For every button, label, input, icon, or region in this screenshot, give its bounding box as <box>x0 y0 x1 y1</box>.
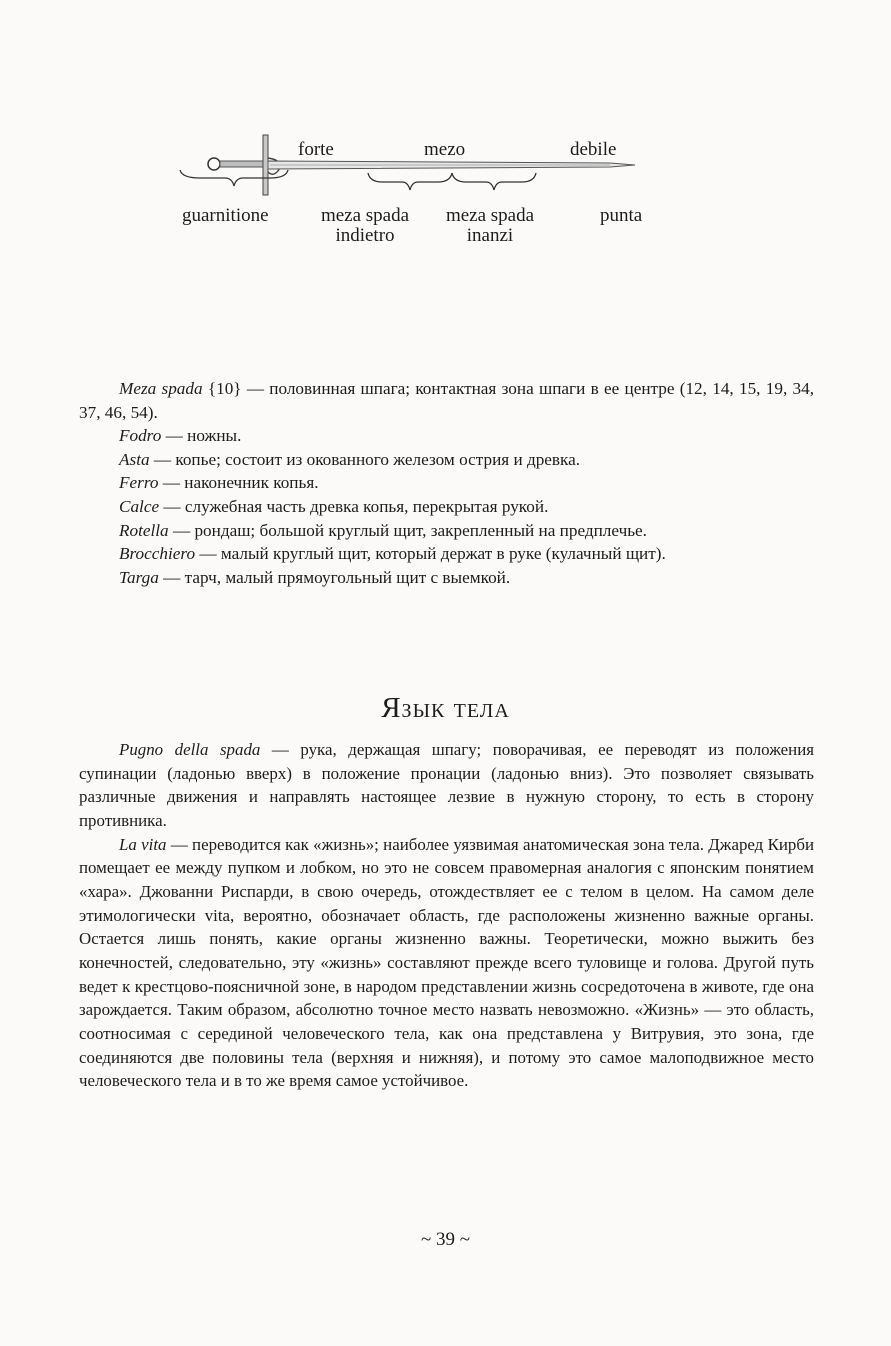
body-text <box>79 738 814 1093</box>
glossary-definition: — служебная часть древка копья, перекрытая рукой. <box>159 496 549 516</box>
crossguard-shape <box>263 135 268 195</box>
label-guarnitione: guarnitione <box>182 205 269 226</box>
brace-indietro <box>368 173 452 190</box>
glossary-term: Asta <box>119 449 150 469</box>
glossary-definition: — копье; состоит из окованного железом острия и древка. <box>149 449 581 469</box>
glossary-term: Meza spada <box>119 379 203 398</box>
glossary-entry <box>79 471 814 495</box>
paragraph-term: Pugno della spada <box>119 740 261 759</box>
paragraph <box>79 833 814 1093</box>
page-number: ~ 39 ~ <box>420 1229 471 1250</box>
paragraph <box>79 738 814 833</box>
glossary-entry <box>79 495 814 519</box>
paragraph-text: — рука, держащая шпагу; поворачивая, ее переводят из положения супинации (ладонью вверх) в положение пронации (ладонью вниз). Это позволяет связывать различные движения и направлять настоящее лезвие в нужную сторону, то есть в сторону противника. <box>79 740 814 830</box>
glossary-entry <box>79 519 814 543</box>
label-meza-spada-inanzi: meza spada inanzi <box>445 205 535 246</box>
brace-inanzi <box>452 173 536 190</box>
glossary-entry <box>79 566 814 590</box>
paragraph-text: — переводится как «жизнь»; наиболее уязвимая анатомическая зона тела. Джаред Кирби помещает ее между пупком и лобком, но это не совсем правомерная аналогия с японским понятием «хара». Джованни Риспарди, в свою очередь, отождествляет ее с телом в целом. На самом деле этимологически vita, вероятно, обозначает область, где расположены жизненно важные органы. Остается лишь понять, какие органы жизненно важны. Теоретически, можно выжить без конечностей, следовательно, эту «жизнь» составляют прежде всего туловище и голова. Другой путь ведет к крестцово-поясничной зоне, в народом представлении жизнь сосредоточена в животе, где она зарождается. Таким образом, абсолютно точное место назвать невозможно. «Жизнь» — это область, соотносимая с серединой человеческого тела, как она представлена у Витрувия, это зона, где соединяются две половины тела (верхняя и нижняя), и потому это самое малоподвижное место человеческого тела и в то же время самое устойчивое. <box>79 834 814 1091</box>
brace-guarnitione <box>180 170 288 186</box>
glossary-term: Calce <box>119 496 160 516</box>
glossary-term: Rotella <box>119 520 169 540</box>
sword-diagram <box>170 120 670 260</box>
glossary-term: Brocchiero <box>119 544 196 564</box>
label-mezo: mezo <box>424 139 466 160</box>
label-debile: debile <box>570 139 617 160</box>
label-meza-spada-indietro: meza spada indietro <box>320 205 410 246</box>
section-title: Язык тела <box>381 692 510 725</box>
glossary-definition: — малый круглый щит, который держат в руке (кулачный щит). <box>195 544 666 564</box>
glossary-term: Ferro <box>119 473 159 493</box>
grip-shape <box>220 161 264 167</box>
glossary-definition: — ножны. <box>161 426 242 446</box>
glossary-definition: — рондаш; большой круглый щит, закрепленный на предплечье. <box>168 520 647 540</box>
label-forte: forte <box>298 139 334 160</box>
paragraph-term: La vita <box>119 834 167 854</box>
glossary-term: Targa <box>119 567 159 587</box>
glossary <box>79 377 814 589</box>
glossary-entry <box>79 448 814 472</box>
label-punta: punta <box>600 205 643 226</box>
glossary-definition: — тарч, малый прямоугольный щит с выемкой. <box>158 567 511 587</box>
glossary-term: Fodro <box>119 426 162 446</box>
glossary-definition: {10} — половинная шпага; контактная зона шпаги в ее центре (12, 14, 15, 19, 34, 37, 46, 54). <box>79 379 814 422</box>
glossary-entry <box>79 542 814 566</box>
glossary-entry <box>79 377 814 424</box>
glossary-entry <box>79 424 814 448</box>
glossary-definition: — наконечник копья. <box>158 473 319 493</box>
pommel-shape <box>208 158 220 170</box>
